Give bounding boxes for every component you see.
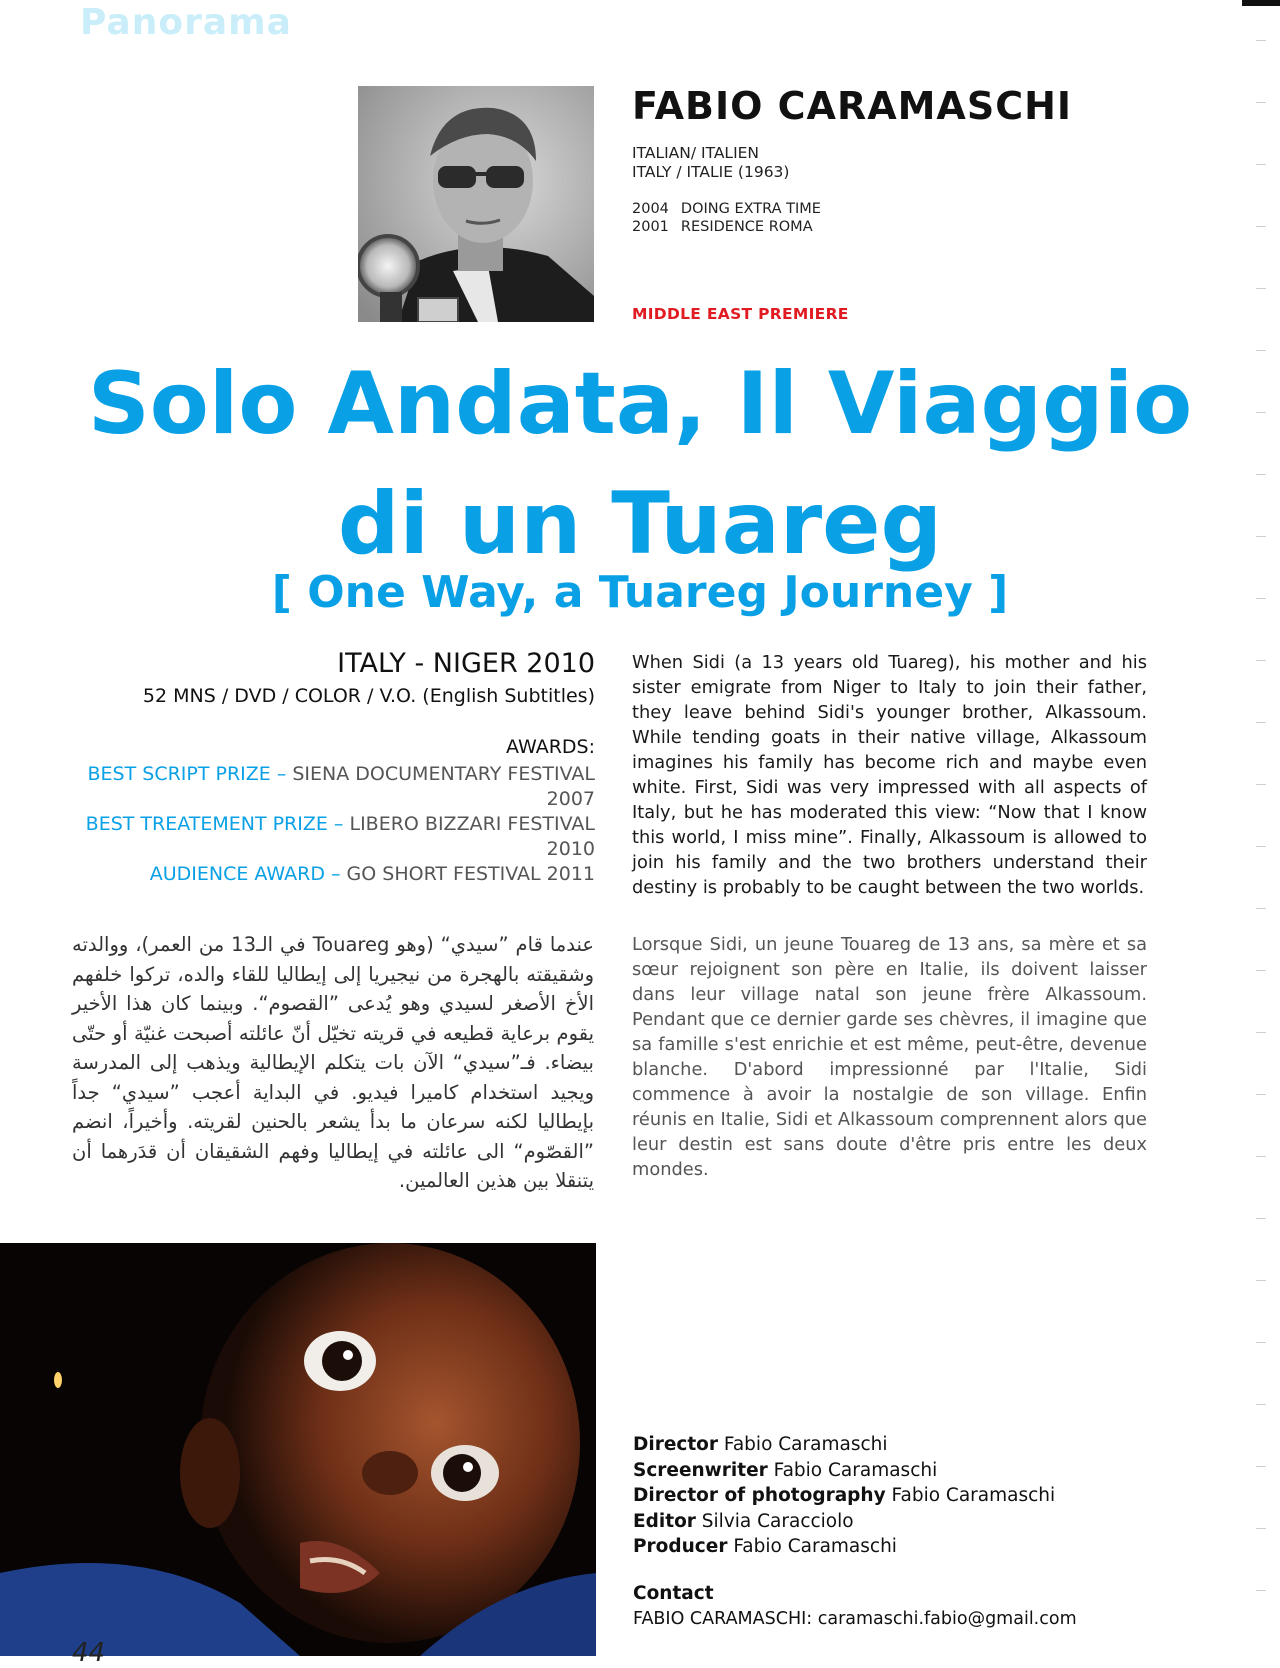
edge-tick (1256, 1094, 1266, 1095)
page-number: 44 (72, 1638, 106, 1668)
filmography-year: 2004 (632, 201, 669, 217)
contact-heading: Contact (633, 1583, 714, 1604)
director-bio (632, 144, 789, 182)
film-english-title: [ One Way, a Tuareg Journey ] (271, 567, 1009, 618)
edge-tick (1256, 660, 1266, 661)
edge-tick (1256, 1466, 1266, 1467)
award-prize: BEST TREATEMENT PRIZE – (85, 813, 344, 835)
credit-role: Director (633, 1434, 719, 1455)
credit-role: Editor (633, 1510, 696, 1532)
edge-tick (1256, 102, 1266, 103)
credits-list (633, 1432, 1055, 1560)
filmography-year: 2001 (632, 219, 669, 235)
credit-name: Fabio Caramaschi (733, 1536, 897, 1557)
award-prize: BEST SCRIPT PRIZE – (87, 763, 287, 785)
credit-role: Screenwriter (633, 1459, 768, 1481)
edge-tick (1256, 474, 1266, 475)
country-year: ITALY - NIGER 2010 (337, 648, 595, 679)
credit-item (633, 1509, 1055, 1535)
director-nationality: ITALIAN/ ITALIEN (632, 144, 760, 162)
award-prize: AUDIENCE AWARD – (149, 863, 341, 885)
edge-tick (1256, 1156, 1266, 1157)
awards-heading: AWARDS: (506, 736, 595, 758)
credit-name: Fabio Caramaschi (891, 1485, 1056, 1506)
edge-tick (1256, 1404, 1266, 1405)
award-item (60, 812, 595, 862)
credit-item (633, 1534, 1055, 1560)
film-title-line1: Solo Andata, Il Viaggio (87, 354, 1193, 454)
edge-tick (1256, 412, 1266, 413)
director-origin: ITALY / ITALIE (1963) (632, 163, 790, 181)
edge-tick (1256, 1032, 1266, 1033)
director-name: FABIO CARAMASCHI (632, 84, 1073, 128)
edge-tick (1256, 784, 1266, 785)
film-title-line2: di un Tuareg (337, 474, 943, 574)
edge-tick (1256, 846, 1266, 847)
contact-email-line: FABIO CARAMASCHI: caramaschi.fabio@gmail.com (633, 1609, 1077, 1629)
edge-tick (1256, 288, 1266, 289)
edge-tick (1256, 350, 1266, 351)
filmography-item (632, 218, 833, 236)
credit-role: Director of photography (633, 1485, 886, 1506)
credit-item (633, 1458, 1055, 1484)
edge-tick (1256, 40, 1266, 41)
edge-tick (1256, 1590, 1266, 1591)
edge-tick (1256, 536, 1266, 537)
edge-tick (1256, 970, 1266, 971)
edge-tick (1256, 1218, 1266, 1219)
award-festival: LIBERO BIZZARI FESTIVAL 2010 (349, 813, 595, 860)
technical-specs: 52 MNS / DVD / COLOR / V.O. (English Subtitles) (142, 685, 595, 707)
edge-tick (1256, 722, 1266, 723)
edge-tick (1256, 908, 1266, 909)
edge-tick (1256, 598, 1266, 599)
film-still-photo (0, 1243, 596, 1656)
award-item (60, 862, 595, 887)
corner-mark (1242, 0, 1280, 6)
award-festival: GO SHORT FESTIVAL 2011 (346, 863, 595, 885)
section-label: Panorama (80, 2, 292, 43)
credit-name: Fabio Caramaschi (773, 1459, 938, 1481)
page-edge-ticks (1226, 20, 1280, 1640)
edge-tick (1256, 164, 1266, 165)
edge-tick (1256, 226, 1266, 227)
edge-tick (1256, 1280, 1266, 1281)
director-portrait-photo (358, 86, 594, 322)
synopsis-english: When Sidi (a 13 years old Tuareg), his mother and his sister emigrate from Niger to Italy to join their father, they leave behind Sidi's younger brother, Alkassoum. While tending goats in their native village, Alkassoum imagines his family has become rich and maybe even white. First, Sidi was very impressed with all aspects of Italy, but he has moderated this view: “Now that I know this world, I miss mine”. Finally, Alkassoum is allowed to join his family and the two brothers understand their destiny is probably to be caught between the two worlds. (632, 652, 1147, 898)
credit-name: Fabio Caramaschi (723, 1434, 888, 1455)
filmography-list (632, 200, 833, 236)
award-festival: SIENA DOCUMENTARY FESTIVAL 2007 (292, 763, 595, 810)
filmography-title: RESIDENCE ROMA (680, 219, 813, 235)
edge-tick (1256, 1528, 1266, 1529)
premiere-badge: MIDDLE EAST PREMIERE (632, 305, 849, 323)
credit-item (633, 1432, 1055, 1458)
filmography-item (632, 200, 833, 218)
synopsis-french: Lorsque Sidi, un jeune Touareg de 13 ans, sa mère et sa sœur rejoignent son père en Italie, ils doivent laisser dans leur village natal son jeune frère Alkassoum. Pendant que ce dernier garde ses chèvres, il imagine que sa famille s'est enrichie et est même, peut-être, devenue blanche. D'abord impressionné par l'Italie, Sidi commence à avoir la nostalgie de son village. Enfin réunis en Italie, Sidi et Alkassoum comprennent alors que leur destin est sans doute d'être pris entre les deux mondes. (632, 934, 1147, 1180)
awards-list (60, 762, 595, 887)
synopsis-arabic: عندما قام ”سيدي“ (وهو Touareg في الـ13 من العمر)، ووالدته وشقيقته بالهجرة من نيجيريا إلى إيطاليا للقاء والده، تركوا خلفهم الأخ الأصغر لسيدي وهو يُدعى ”القصوم“. وبينما كان هذا الأخير يقوم برعاية قطيعه في قريته تخيّل أنّ عائلته أصبحت غنيّة أو حتّى بيضاء. فـ”سيدي“ الآن بات يتكلم الإيطالية ويذهب إلى المدرسة ويجيد استخدام كاميرا فيديو. في البداية أعجب ”سيدي“ جداً بإيطاليا لكنه سرعان ما بدأ يشعر بالحنين لقريته. وأخيراً، انضم ”القصّوم“ الى عائلته في إيطاليا وفهم الشقيقان أن قدَرهما أن يتنقلا بين هذين العالمين. (72, 933, 594, 1192)
credit-role: Producer (633, 1536, 728, 1557)
filmography-title: DOING EXTRA TIME (680, 201, 821, 217)
credit-name: Silvia Caracciolo (701, 1510, 854, 1532)
edge-tick (1256, 1342, 1266, 1343)
award-item (60, 762, 595, 812)
credit-item (633, 1483, 1055, 1509)
